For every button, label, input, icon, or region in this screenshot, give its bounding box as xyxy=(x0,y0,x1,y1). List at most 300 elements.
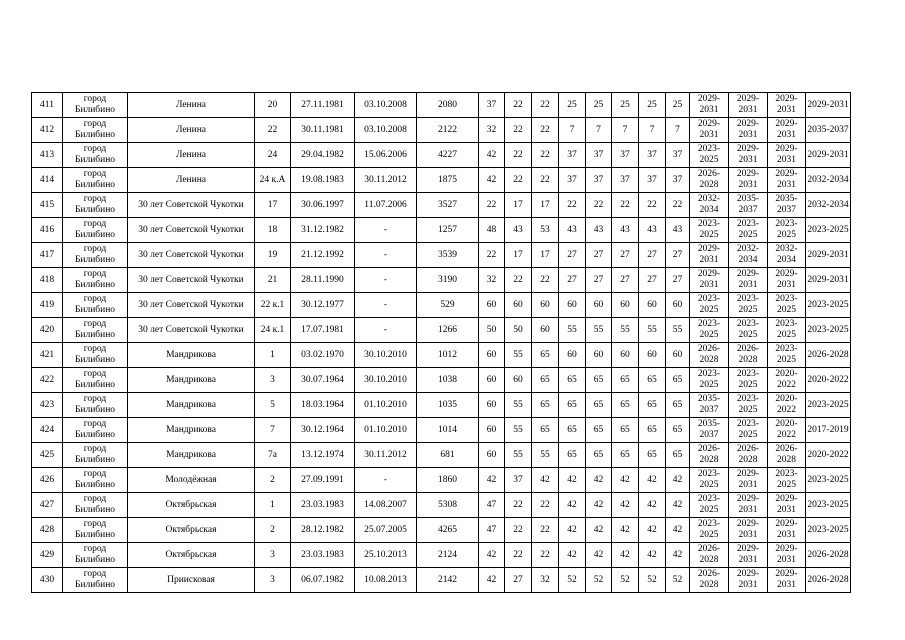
area-cell: 2124 xyxy=(417,543,479,568)
table-row xyxy=(32,143,851,168)
wear-value-cell: 65 xyxy=(639,418,666,443)
wear-value-cell: 42 xyxy=(532,468,559,493)
city-cell: город Билибино xyxy=(63,93,128,118)
area-cell: 4227 xyxy=(417,143,479,168)
repair-period-cell: 2023-2025 xyxy=(690,318,729,343)
city-cell: город Билибино xyxy=(63,243,128,268)
wear-value-cell: 22 xyxy=(505,493,532,518)
wear-value-cell: 60 xyxy=(612,293,639,318)
row-number-cell: 426 xyxy=(32,468,63,493)
house-number-cell: 24 к.А xyxy=(255,168,291,193)
wear-value-cell: 42 xyxy=(666,543,690,568)
repair-period-cell: 2023-2025 xyxy=(690,143,729,168)
repair-period-cell: 2020-2022 xyxy=(768,393,806,418)
wear-value-cell: 55 xyxy=(532,443,559,468)
repair-period-cell: 2026-2028 xyxy=(768,443,806,468)
wear-value-cell: 22 xyxy=(479,193,505,218)
wear-value-cell: 65 xyxy=(612,368,639,393)
table-row xyxy=(32,218,851,243)
wear-value-cell: 27 xyxy=(612,268,639,293)
wear-value-cell: 50 xyxy=(479,318,505,343)
commission-date-cell: 06.07.1982 xyxy=(291,568,355,593)
wear-value-cell: 42 xyxy=(639,468,666,493)
wear-value-cell: 48 xyxy=(479,218,505,243)
wear-value-cell: 17 xyxy=(532,193,559,218)
wear-value-cell: 27 xyxy=(639,243,666,268)
repair-date-cell: 25.07.2005 xyxy=(355,518,417,543)
area-cell: 1035 xyxy=(417,393,479,418)
house-number-cell: 17 xyxy=(255,193,291,218)
house-number-cell: 7 xyxy=(255,418,291,443)
repair-period-cell: 2029-2031 xyxy=(690,268,729,293)
commission-date-cell: 30.07.1964 xyxy=(291,368,355,393)
house-number-cell: 3 xyxy=(255,568,291,593)
wear-value-cell: 42 xyxy=(479,568,505,593)
wear-value-cell: 65 xyxy=(559,443,586,468)
city-cell: город Билибино xyxy=(63,218,128,243)
house-number-cell: 1 xyxy=(255,493,291,518)
repair-period-cell: 2026-2028 xyxy=(690,343,729,368)
repair-period-cell: 2029-2031 xyxy=(768,493,806,518)
wear-value-cell: 27 xyxy=(505,568,532,593)
repair-date-cell: 30.10.2010 xyxy=(355,368,417,393)
wear-value-cell: 25 xyxy=(559,93,586,118)
commission-date-cell: 18.03.1964 xyxy=(291,393,355,418)
city-cell: город Билибино xyxy=(63,543,128,568)
repair-period-cell: 2032-2034 xyxy=(806,193,851,218)
table-row xyxy=(32,168,851,193)
row-number-cell: 424 xyxy=(32,418,63,443)
area-cell: 1875 xyxy=(417,168,479,193)
wear-value-cell: 42 xyxy=(479,143,505,168)
table-row xyxy=(32,243,851,268)
area-cell: 3539 xyxy=(417,243,479,268)
repair-period-cell: 2020-2022 xyxy=(768,368,806,393)
row-number-cell: 418 xyxy=(32,268,63,293)
repair-period-cell: 2035-2037 xyxy=(806,118,851,143)
house-number-cell: 22 xyxy=(255,118,291,143)
wear-value-cell: 37 xyxy=(666,143,690,168)
wear-value-cell: 42 xyxy=(479,543,505,568)
wear-value-cell: 27 xyxy=(586,243,612,268)
wear-value-cell: 60 xyxy=(505,293,532,318)
repair-period-cell: 2023-2025 xyxy=(768,468,806,493)
repair-period-cell: 2026-2028 xyxy=(690,443,729,468)
wear-value-cell: 60 xyxy=(666,293,690,318)
commission-date-cell: 13.12.1974 xyxy=(291,443,355,468)
house-number-cell: 7а xyxy=(255,443,291,468)
repair-period-cell: 2023-2025 xyxy=(690,493,729,518)
repair-period-cell: 2023-2025 xyxy=(729,318,768,343)
wear-value-cell: 42 xyxy=(586,468,612,493)
wear-value-cell: 42 xyxy=(612,543,639,568)
wear-value-cell: 60 xyxy=(559,293,586,318)
wear-value-cell: 25 xyxy=(666,93,690,118)
street-cell: Ленина xyxy=(128,118,255,143)
repair-period-cell: 2029-2031 xyxy=(729,168,768,193)
wear-value-cell: 42 xyxy=(612,518,639,543)
wear-value-cell: 65 xyxy=(532,343,559,368)
wear-value-cell: 52 xyxy=(586,568,612,593)
table-row xyxy=(32,368,851,393)
wear-value-cell: 17 xyxy=(505,243,532,268)
area-cell: 2142 xyxy=(417,568,479,593)
area-cell: 5308 xyxy=(417,493,479,518)
house-number-cell: 22 к.1 xyxy=(255,293,291,318)
city-cell: город Билибино xyxy=(63,293,128,318)
area-cell: 1860 xyxy=(417,468,479,493)
commission-date-cell: 31.12.1982 xyxy=(291,218,355,243)
wear-value-cell: 60 xyxy=(479,368,505,393)
repair-period-cell: 2029-2031 xyxy=(729,543,768,568)
street-cell: Октябрьская xyxy=(128,518,255,543)
table-row xyxy=(32,493,851,518)
repair-date-cell: - xyxy=(355,318,417,343)
wear-value-cell: 42 xyxy=(559,543,586,568)
wear-value-cell: 37 xyxy=(505,468,532,493)
city-cell: город Билибино xyxy=(63,368,128,393)
wear-value-cell: 52 xyxy=(612,568,639,593)
repair-period-cell: 2029-2031 xyxy=(806,268,851,293)
area-cell: 1014 xyxy=(417,418,479,443)
repair-period-cell: 2023-2025 xyxy=(690,518,729,543)
wear-value-cell: 65 xyxy=(639,368,666,393)
table-row xyxy=(32,268,851,293)
repair-period-cell: 2023-2025 xyxy=(729,218,768,243)
wear-value-cell: 55 xyxy=(666,318,690,343)
wear-value-cell: 32 xyxy=(532,568,559,593)
wear-value-cell: 60 xyxy=(612,343,639,368)
row-number-cell: 411 xyxy=(32,93,63,118)
wear-value-cell: 55 xyxy=(612,318,639,343)
repair-period-cell: 2020-2022 xyxy=(806,443,851,468)
repair-period-cell: 2029-2031 xyxy=(690,243,729,268)
repair-period-cell: 2023-2025 xyxy=(690,218,729,243)
repair-period-cell: 2029-2031 xyxy=(768,268,806,293)
row-number-cell: 415 xyxy=(32,193,63,218)
commission-date-cell: 23.03.1983 xyxy=(291,493,355,518)
wear-value-cell: 65 xyxy=(639,393,666,418)
wear-value-cell: 22 xyxy=(559,193,586,218)
repair-date-cell: 14.08.2007 xyxy=(355,493,417,518)
commission-date-cell: 19.08.1983 xyxy=(291,168,355,193)
house-number-cell: 3 xyxy=(255,368,291,393)
wear-value-cell: 42 xyxy=(479,168,505,193)
area-cell: 1266 xyxy=(417,318,479,343)
repair-period-cell: 2035-2037 xyxy=(690,418,729,443)
city-cell: город Билибино xyxy=(63,343,128,368)
repair-date-cell: 30.11.2012 xyxy=(355,443,417,468)
wear-value-cell: 60 xyxy=(639,293,666,318)
house-number-cell: 5 xyxy=(255,393,291,418)
wear-value-cell: 55 xyxy=(505,343,532,368)
repair-period-cell: 2035-2037 xyxy=(768,193,806,218)
wear-value-cell: 37 xyxy=(559,168,586,193)
row-number-cell: 416 xyxy=(32,218,63,243)
wear-value-cell: 25 xyxy=(639,93,666,118)
house-number-cell: 21 xyxy=(255,268,291,293)
street-cell: Ленина xyxy=(128,168,255,193)
table-row xyxy=(32,543,851,568)
wear-value-cell: 7 xyxy=(586,118,612,143)
repair-period-cell: 2017-2019 xyxy=(806,418,851,443)
area-cell: 3190 xyxy=(417,268,479,293)
wear-value-cell: 22 xyxy=(505,268,532,293)
repair-period-cell: 2035-2037 xyxy=(729,193,768,218)
wear-value-cell: 22 xyxy=(505,518,532,543)
wear-value-cell: 60 xyxy=(639,343,666,368)
area-cell: 681 xyxy=(417,443,479,468)
repair-date-cell: 01.10.2010 xyxy=(355,418,417,443)
wear-value-cell: 22 xyxy=(505,118,532,143)
repair-period-cell: 2026-2028 xyxy=(690,543,729,568)
repair-period-cell: 2023-2025 xyxy=(806,393,851,418)
wear-value-cell: 42 xyxy=(479,468,505,493)
repair-period-cell: 2029-2031 xyxy=(768,568,806,593)
wear-value-cell: 37 xyxy=(639,143,666,168)
street-cell: Ленина xyxy=(128,93,255,118)
wear-value-cell: 60 xyxy=(586,293,612,318)
wear-value-cell: 52 xyxy=(559,568,586,593)
repair-period-cell: 2026-2028 xyxy=(806,568,851,593)
wear-value-cell: 42 xyxy=(639,543,666,568)
house-number-cell: 24 к.1 xyxy=(255,318,291,343)
wear-value-cell: 42 xyxy=(639,493,666,518)
wear-value-cell: 42 xyxy=(586,493,612,518)
wear-value-cell: 65 xyxy=(612,443,639,468)
street-cell: Ленина xyxy=(128,143,255,168)
repair-period-cell: 2029-2031 xyxy=(729,493,768,518)
table-row xyxy=(32,443,851,468)
repair-date-cell: 11.07.2006 xyxy=(355,193,417,218)
row-number-cell: 430 xyxy=(32,568,63,593)
city-cell: город Билибино xyxy=(63,443,128,468)
wear-value-cell: 65 xyxy=(532,418,559,443)
repair-period-cell: 2023-2025 xyxy=(729,368,768,393)
wear-value-cell: 47 xyxy=(479,493,505,518)
wear-value-cell: 65 xyxy=(666,368,690,393)
street-cell: Октябрьская xyxy=(128,543,255,568)
wear-value-cell: 65 xyxy=(612,393,639,418)
wear-value-cell: 60 xyxy=(479,393,505,418)
table-row xyxy=(32,418,851,443)
house-number-cell: 2 xyxy=(255,468,291,493)
repair-period-cell: 2029-2031 xyxy=(806,143,851,168)
repair-period-cell: 2023-2025 xyxy=(768,218,806,243)
wear-value-cell: 42 xyxy=(612,468,639,493)
wear-value-cell: 42 xyxy=(612,493,639,518)
repair-period-cell: 2026-2028 xyxy=(729,443,768,468)
row-number-cell: 425 xyxy=(32,443,63,468)
repair-period-cell: 2023-2025 xyxy=(806,318,851,343)
street-cell: 30 лет Советской Чукотки xyxy=(128,193,255,218)
street-cell: 30 лет Советской Чукотки xyxy=(128,243,255,268)
area-cell: 2122 xyxy=(417,118,479,143)
repair-period-cell: 2029-2031 xyxy=(690,93,729,118)
commission-date-cell: 23.03.1983 xyxy=(291,543,355,568)
repair-period-cell: 2023-2025 xyxy=(690,293,729,318)
wear-value-cell: 42 xyxy=(559,468,586,493)
city-cell: город Билибино xyxy=(63,468,128,493)
commission-date-cell: 30.12.1977 xyxy=(291,293,355,318)
repair-period-cell: 2029-2031 xyxy=(729,518,768,543)
wear-value-cell: 65 xyxy=(586,418,612,443)
wear-value-cell: 22 xyxy=(666,193,690,218)
city-cell: город Билибино xyxy=(63,268,128,293)
house-number-cell: 3 xyxy=(255,543,291,568)
wear-value-cell: 22 xyxy=(505,143,532,168)
repair-period-cell: 2023-2025 xyxy=(806,468,851,493)
row-number-cell: 413 xyxy=(32,143,63,168)
wear-value-cell: 65 xyxy=(639,443,666,468)
wear-value-cell: 27 xyxy=(612,243,639,268)
city-cell: город Билибино xyxy=(63,193,128,218)
city-cell: город Билибино xyxy=(63,143,128,168)
street-cell: 30 лет Советской Чукотки xyxy=(128,293,255,318)
wear-value-cell: 42 xyxy=(586,518,612,543)
house-number-cell: 1 xyxy=(255,343,291,368)
table-row xyxy=(32,518,851,543)
wear-value-cell: 50 xyxy=(505,318,532,343)
row-number-cell: 422 xyxy=(32,368,63,393)
wear-value-cell: 42 xyxy=(559,493,586,518)
wear-value-cell: 42 xyxy=(639,518,666,543)
wear-value-cell: 7 xyxy=(559,118,586,143)
wear-value-cell: 37 xyxy=(666,168,690,193)
commission-date-cell: 28.12.1982 xyxy=(291,518,355,543)
wear-value-cell: 22 xyxy=(532,118,559,143)
wear-value-cell: 22 xyxy=(479,243,505,268)
wear-value-cell: 22 xyxy=(505,543,532,568)
city-cell: город Билибино xyxy=(63,318,128,343)
area-cell: 1257 xyxy=(417,218,479,243)
wear-value-cell: 43 xyxy=(559,218,586,243)
repair-period-cell: 2029-2031 xyxy=(729,143,768,168)
row-number-cell: 412 xyxy=(32,118,63,143)
wear-value-cell: 32 xyxy=(479,268,505,293)
area-cell: 2080 xyxy=(417,93,479,118)
wear-value-cell: 42 xyxy=(666,493,690,518)
area-cell: 529 xyxy=(417,293,479,318)
commission-date-cell: 03.02.1970 xyxy=(291,343,355,368)
house-number-cell: 24 xyxy=(255,143,291,168)
commission-date-cell: 29.04.1982 xyxy=(291,143,355,168)
repair-period-cell: 2029-2031 xyxy=(768,168,806,193)
commission-date-cell: 27.09.1991 xyxy=(291,468,355,493)
wear-value-cell: 22 xyxy=(532,543,559,568)
street-cell: 30 лет Советской Чукотки xyxy=(128,318,255,343)
wear-value-cell: 27 xyxy=(666,243,690,268)
repair-period-cell: 2032-2034 xyxy=(690,193,729,218)
wear-value-cell: 22 xyxy=(532,143,559,168)
repair-period-cell: 2029-2031 xyxy=(729,93,768,118)
wear-value-cell: 65 xyxy=(532,393,559,418)
row-number-cell: 417 xyxy=(32,243,63,268)
wear-value-cell: 55 xyxy=(559,318,586,343)
wear-value-cell: 65 xyxy=(666,393,690,418)
wear-value-cell: 43 xyxy=(505,218,532,243)
wear-value-cell: 65 xyxy=(559,418,586,443)
repair-date-cell: 03.10.2008 xyxy=(355,118,417,143)
wear-value-cell: 22 xyxy=(505,168,532,193)
wear-value-cell: 60 xyxy=(532,318,559,343)
wear-value-cell: 25 xyxy=(612,93,639,118)
commission-date-cell: 27.11.1981 xyxy=(291,93,355,118)
wear-value-cell: 22 xyxy=(586,193,612,218)
repair-date-cell: - xyxy=(355,468,417,493)
wear-value-cell: 42 xyxy=(666,468,690,493)
repair-period-cell: 2029-2031 xyxy=(768,518,806,543)
wear-value-cell: 7 xyxy=(666,118,690,143)
wear-value-cell: 65 xyxy=(612,418,639,443)
street-cell: 30 лет Советской Чукотки xyxy=(128,218,255,243)
wear-value-cell: 22 xyxy=(532,168,559,193)
wear-value-cell: 17 xyxy=(532,243,559,268)
table-row xyxy=(32,568,851,593)
wear-value-cell: 43 xyxy=(639,218,666,243)
house-number-cell: 20 xyxy=(255,93,291,118)
repair-date-cell: 01.10.2010 xyxy=(355,393,417,418)
repair-period-cell: 2032-2034 xyxy=(729,243,768,268)
wear-value-cell: 65 xyxy=(532,368,559,393)
wear-value-cell: 32 xyxy=(479,118,505,143)
wear-value-cell: 65 xyxy=(666,418,690,443)
wear-value-cell: 42 xyxy=(586,543,612,568)
repair-period-cell: 2023-2025 xyxy=(729,293,768,318)
repair-period-cell: 2029-2031 xyxy=(768,93,806,118)
repair-period-cell: 2035-2037 xyxy=(690,393,729,418)
street-cell: Мандрикова xyxy=(128,418,255,443)
city-cell: город Билибино xyxy=(63,568,128,593)
repair-period-cell: 2029-2031 xyxy=(729,268,768,293)
wear-value-cell: 60 xyxy=(559,343,586,368)
repair-period-cell: 2023-2025 xyxy=(768,318,806,343)
area-cell: 3527 xyxy=(417,193,479,218)
wear-value-cell: 22 xyxy=(532,518,559,543)
repair-period-cell: 2026-2028 xyxy=(806,343,851,368)
table-body xyxy=(32,93,851,593)
wear-value-cell: 55 xyxy=(639,318,666,343)
repair-period-cell: 2032-2034 xyxy=(806,168,851,193)
wear-value-cell: 60 xyxy=(532,293,559,318)
repair-period-cell: 2023-2025 xyxy=(806,293,851,318)
repair-period-cell: 2029-2031 xyxy=(729,568,768,593)
repair-period-cell: 2023-2025 xyxy=(690,468,729,493)
wear-value-cell: 52 xyxy=(639,568,666,593)
wear-value-cell: 43 xyxy=(666,218,690,243)
row-number-cell: 420 xyxy=(32,318,63,343)
street-cell: Мандрикова xyxy=(128,443,255,468)
commission-date-cell: 21.12.1992 xyxy=(291,243,355,268)
table-row xyxy=(32,93,851,118)
wear-value-cell: 7 xyxy=(612,118,639,143)
repair-period-cell: 2029-2031 xyxy=(806,93,851,118)
wear-value-cell: 27 xyxy=(639,268,666,293)
wear-value-cell: 60 xyxy=(479,293,505,318)
street-cell: Молодёжная xyxy=(128,468,255,493)
repair-period-cell: 2029-2031 xyxy=(768,143,806,168)
commission-date-cell: 17.07.1981 xyxy=(291,318,355,343)
wear-value-cell: 27 xyxy=(559,268,586,293)
table-row xyxy=(32,468,851,493)
row-number-cell: 423 xyxy=(32,393,63,418)
wear-value-cell: 7 xyxy=(639,118,666,143)
row-number-cell: 428 xyxy=(32,518,63,543)
repair-period-cell: 2023-2025 xyxy=(729,418,768,443)
house-number-cell: 18 xyxy=(255,218,291,243)
wear-value-cell: 37 xyxy=(639,168,666,193)
wear-value-cell: 37 xyxy=(559,143,586,168)
